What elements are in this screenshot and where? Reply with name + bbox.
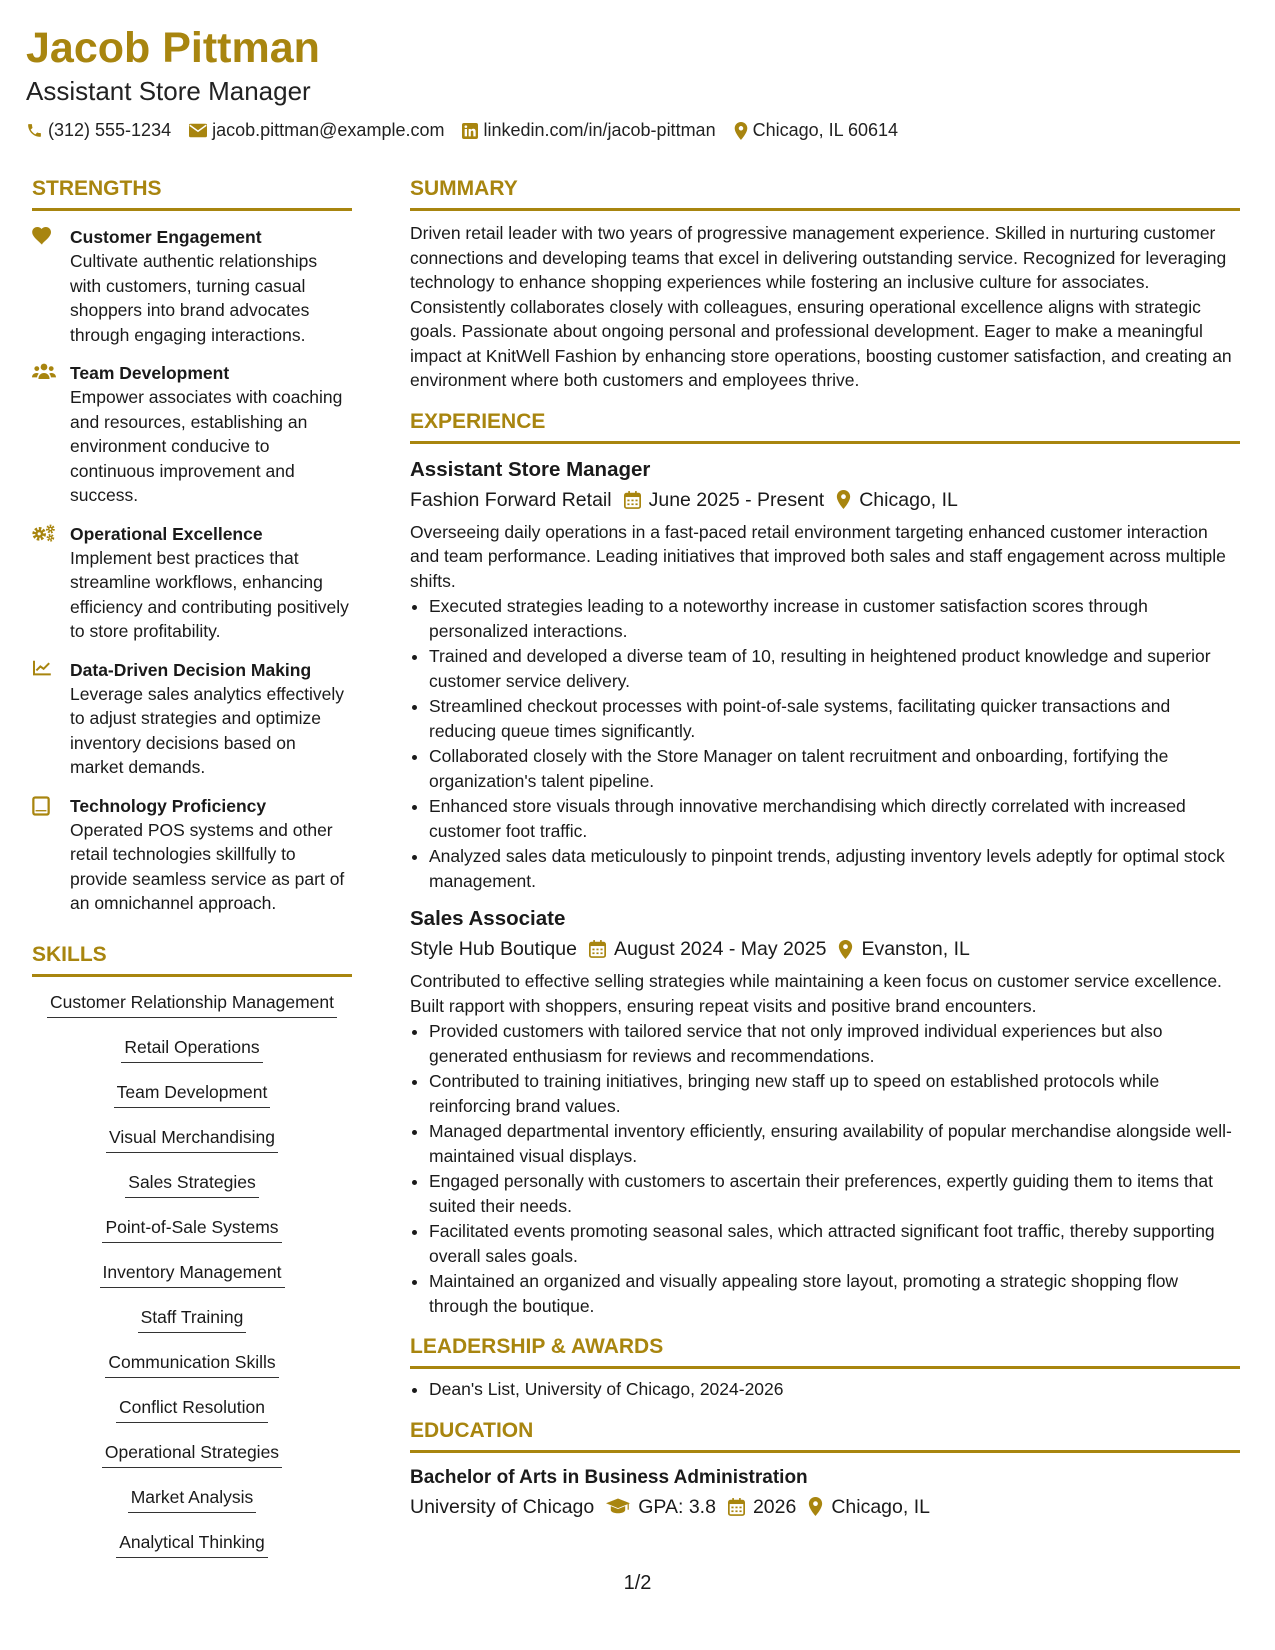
job-meta [410,935,1240,963]
phone-icon [26,122,43,139]
email-text[interactable]: jacob.pittman@example.com [212,120,445,140]
users-icon [32,363,56,379]
job-title: Assistant Store Manager [410,457,651,481]
job-bullets [429,594,1240,893]
job-bullet: • Analyzed sales data meticulously to pinpoint trends, adjusting inventory levels adeptly for optimal stock management. [429,844,1240,893]
gears-icon [32,524,56,542]
job-dates: June 2025 - Present [648,488,825,511]
contact-location [734,120,898,141]
strength-title: Customer Engagement [70,227,262,247]
strengths-list [32,225,352,916]
strength-desc: Cultivate authentic relationships with customers, turning casual shoppers into brand advocates through engaging interactions. [70,251,318,345]
edu-gpa: GPA: 3.8 [638,1495,716,1518]
job-location: Evanston, IL [861,938,970,960]
contact-linkedin[interactable] [462,120,715,141]
job-dates: August 2024 - May 2025 [613,938,827,960]
job-bullet: • Trained and developed a diverse team of 10, resulting in heightened product knowledge and superior customer service delivery. [429,644,1240,693]
awards-heading: LEADERSHIP & AWARDS [410,1334,1240,1369]
summary-section [410,176,1240,393]
strength-item [32,225,352,347]
strength-desc: Operated POS systems and other retail technologies skillfully to provide seamless service as part of an omnichannel approach. [70,819,345,913]
job-meta [410,486,1240,514]
job-description: Overseeing daily operations in a fast-paced retail environment targeting enhanced customer interaction and team performance. Leading initiatives that improved both sales and staff engagement across multiple shifts. [410,521,1226,591]
contact-bar [26,120,1256,141]
skill-tag: Sales Strategies [125,1171,258,1198]
job-entry [410,905,1240,1318]
location-text: Chicago, IL 60614 [752,120,899,140]
skill-tag: Staff Training [138,1306,247,1333]
skill-tag: Visual Merchandising [106,1126,278,1153]
heart-icon [32,227,52,245]
calendar-icon [589,940,606,958]
phone-text: (312) 555-1234 [48,120,172,140]
contact-phone [26,120,171,141]
edu-location: Chicago, IL [831,1495,930,1518]
job-bullet: • Contributed to training initiatives, bringing new staff up to speed on established protocols while reinforcing brand values. [429,1069,1240,1118]
skill-tag: Inventory Management [100,1261,285,1288]
strength-title: Technology Proficiency [70,795,267,816]
skill-tag: Customer Relationship Management [47,991,337,1018]
job-bullet: • Enhanced store visuals through innovative merchandising which directly correlated with increased customer foot traffic. [429,794,1240,843]
skills-section [32,942,352,1576]
job-bullets [429,1019,1240,1318]
graduation-cap-icon [606,1498,630,1515]
skill-tag: Operational Strategies [102,1441,282,1468]
linkedin-text[interactable]: linkedin.com/in/jacob-pittman [483,120,716,140]
strength-item [32,361,352,508]
right-column [410,176,1240,1521]
job-bullet: • Engaged personally with customers to ascertain their preferences, expertly guiding them to items that suited their needs. [429,1169,1240,1218]
skills-heading: SKILLS [32,942,352,977]
edu-meta [410,1493,1240,1521]
summary-heading: SUMMARY [410,176,1240,211]
strengths-heading: STRENGTHS [32,176,352,211]
calendar-icon [728,1498,745,1516]
experience-heading: EXPERIENCE [410,409,1240,444]
map-marker-icon [836,490,851,509]
skill-tag: Retail Operations [121,1036,262,1063]
page-number: 1/2 [623,1572,652,1594]
job-bullet: • Streamlined checkout processes with point-of-sale systems, facilitating quicker transactions and reducing queue times significantly. [429,694,1240,743]
job-description: Contributed to effective selling strategies while maintaining a keen focus on customer service excellence. Built rapport with shoppers, ensuring repeat visits and positive brand encounters. [410,971,1222,1016]
edu-year: 2026 [752,1495,797,1518]
strength-item [32,522,352,644]
linkedin-icon [462,123,478,139]
map-marker-icon [808,1497,823,1516]
job-bullet: • Facilitated events promoting seasonal sales, which attracted significant foot traffic, thereby supporting overall sales goals. [429,1219,1240,1268]
education-section [410,1418,1240,1521]
strength-title: Operational Excellence [70,523,263,544]
awards-section [410,1334,1240,1402]
job-company: Fashion Forward Retail [410,488,612,511]
job-bullet: • Provided customers with tailored service that not only improved individual experiences but also generated enthusiasm for reviews and recommendations. [429,1019,1240,1068]
strengths-section [32,176,352,916]
awards-list [429,1377,1240,1402]
skills-list [32,991,352,1576]
award-item: • Dean's List, University of Chicago, 2024-2026 [429,1377,1240,1402]
skill-tag: Analytical Thinking [116,1531,268,1558]
contact-email[interactable] [189,120,444,141]
strength-desc: Implement best practices that streamline workflows, enhancing efficiency and contributing positively to store profitability. [70,547,349,641]
candidate-name: Jacob Pittman [26,24,320,72]
strength-item [32,658,352,780]
left-column [32,176,352,1576]
calendar-icon [624,491,641,509]
edu-school: University of Chicago [410,1495,595,1518]
envelope-icon [189,123,207,138]
chart-line-icon [32,660,52,676]
education-heading: EDUCATION [410,1418,1240,1453]
map-marker-icon [838,940,853,959]
skill-tag: Communication Skills [105,1351,278,1378]
map-marker-icon [734,122,748,140]
strength-title: Team Development [70,363,230,383]
tablet-icon [32,796,50,816]
skill-tag: Point-of-Sale Systems [102,1216,281,1243]
candidate-title: Assistant Store Manager [26,76,311,106]
experience-section [410,409,1240,1319]
job-bullet: • Collaborated closely with the Store Manager on talent recruitment and onboarding, fortifying the organization's talent pipeline. [429,744,1240,793]
strength-title: Data-Driven Decision Making [70,659,312,680]
job-location: Chicago, IL [859,488,958,511]
summary-text: Driven retail leader with two years of progressive management experience. Skilled in nurturing customer connections and developing teams that excel in delivering outstanding service. Recognized for leveraging technology to enhance shopping experiences while fostering an inclusive culture for associates. Consistently collaborates closely with colleagues, ensuring operational excellence aligns with strategic goals. Passionate about ongoing personal and professional development. Eager to make a meaningful impact at KnitWell Fashion by enhancing store operations, boosting customer satisfaction, and creating an environment where both customers and employees thrive. [410,223,1232,390]
edu-degree: Bachelor of Arts in Business Administration [410,1466,808,1488]
job-bullet: • Executed strategies leading to a noteworthy increase in customer satisfaction scores through personalized interactions. [429,594,1240,643]
strength-item [32,794,352,916]
skill-tag: Team Development [114,1081,271,1108]
strength-desc: Leverage sales analytics effectively to adjust strategies and optimize inventory decisions based on market demands. [70,683,344,777]
skill-tag: Market Analysis [128,1486,257,1513]
job-bullet: • Managed departmental inventory efficiently, ensuring availability of popular merchandise alongside well-maintained visual displays. [429,1119,1240,1168]
job-entry [410,456,1240,894]
job-title: Sales Associate [410,907,566,930]
job-company: Style Hub Boutique [410,938,577,960]
resume-header [26,22,1256,141]
job-bullet: • Maintained an organized and visually appealing store layout, promoting a strategic shopping flow through the boutique. [429,1269,1240,1318]
skill-tag: Conflict Resolution [116,1396,268,1423]
strength-desc: Empower associates with coaching and resources, establishing an environment conducive to continuous improvement and success. [70,387,343,505]
